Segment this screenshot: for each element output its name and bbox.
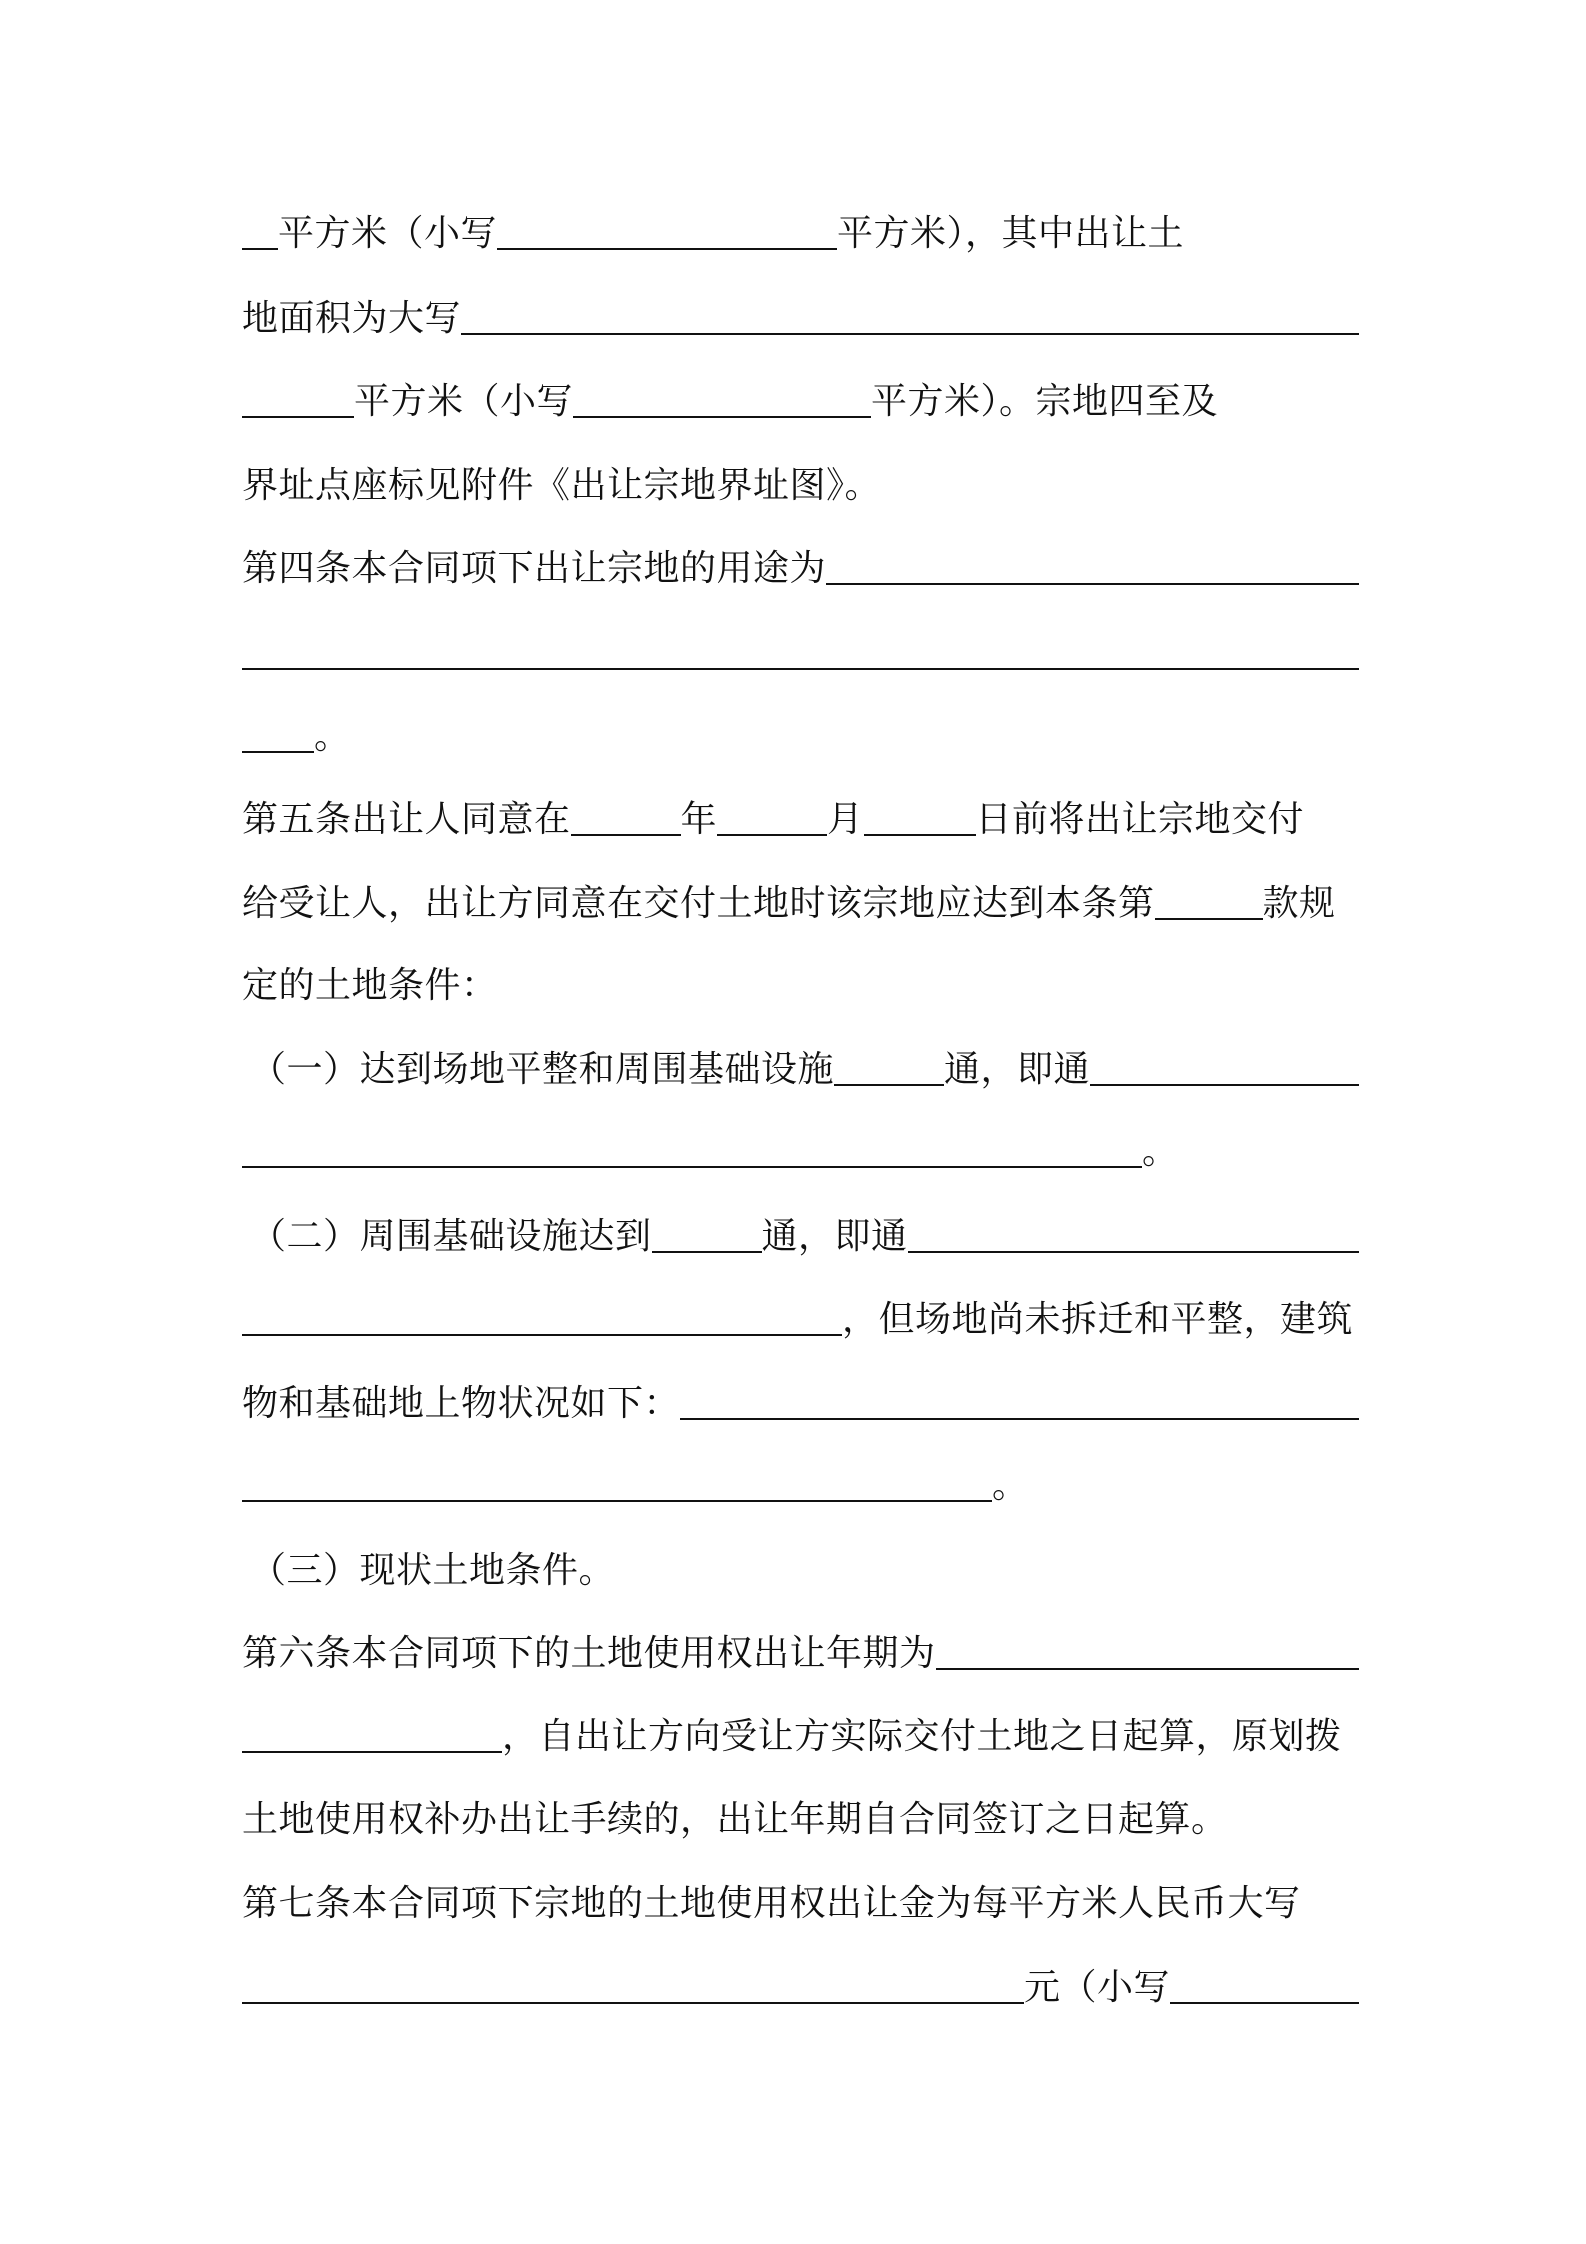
text-line-5 [242,535,1359,591]
text-line-13 [250,1203,1359,1259]
blank-field [573,416,871,418]
text-line-12 [242,1118,1359,1174]
line-text: 第五条出让人同意在 [242,799,571,840]
text-line-2 [242,285,1359,341]
blank-field [908,1251,1359,1253]
blank-field [242,1334,842,1336]
blank-field [242,248,278,250]
blank-field [242,1751,502,1753]
line-text: （一）达到场地平整和周围基础设施 [250,1049,835,1090]
text-line-22 [242,1954,1359,2010]
line-text: 月 [827,799,864,840]
line-text: 年 [680,799,718,840]
line-text: 土地使用权补办出让手续的，出让年期自合同签订之日起算。 [242,1799,1228,1840]
text-line-14 [242,1286,1359,1342]
text-line-18 [242,1620,1359,1676]
text-line-21 [242,1870,1359,1926]
line-text: 元（小写 [1024,1967,1171,2008]
blank-field [242,751,314,753]
blank-field [242,668,1359,670]
blank-field [242,2002,1024,2004]
text-line-16 [242,1452,1359,1508]
line-text: 。 [314,716,351,757]
blank-field [242,1166,1142,1168]
text-line-19 [242,1703,1359,1759]
line-text: 日前将出让宗地交付 [975,799,1305,840]
line-text: 第四条本合同项下出让宗地的用途为 [242,548,827,589]
line-text: （二）周围基础设施达到 [250,1216,652,1257]
line-text: 。 [1142,1131,1179,1172]
text-line-11 [250,1036,1359,1092]
blank-field [242,416,354,418]
line-text: 款规 [1262,883,1336,924]
text-line-3 [242,368,1359,424]
blank-field [826,583,1359,585]
line-text: 平方米（小写 [354,381,574,422]
line-text: 地面积为大写 [242,298,462,339]
line-text: 平方米（小写 [278,213,498,254]
line-text: 。 [992,1465,1029,1506]
line-text: 平方米），其中出让土 [837,213,1185,254]
line-text: 通，即通 [944,1049,1091,1090]
blank-field [497,248,837,250]
blank-field [242,1500,992,1502]
line-text: 给受让人，出让方同意在交付土地时该宗地应达到本条第 [242,883,1155,924]
line-text: ，但场地尚未拆迁和平整，建筑 [842,1299,1354,1340]
line-text: 第七条本合同项下宗地的土地使用权出让金为每平方米人民币大写 [242,1883,1301,1924]
blank-field [936,1668,1359,1670]
blank-field [1170,2002,1359,2004]
text-line-4 [242,452,1359,508]
text-line-7 [242,703,1359,759]
text-line-17 [250,1537,1359,1593]
line-text: 第六条本合同项下的土地使用权出让年期为 [242,1633,936,1674]
text-line-6 [242,620,1359,676]
blank-field [1155,918,1263,920]
text-line-8 [242,786,1359,842]
blank-field [461,333,1359,335]
blank-field [1090,1084,1359,1086]
line-text: 通，即通 [761,1216,908,1257]
text-line-9 [242,870,1359,926]
blank-field [571,834,681,836]
line-text: （三）现状土地条件。 [250,1550,616,1591]
blank-field [864,834,976,836]
text-line-20 [242,1786,1359,1842]
line-text: ，自出让方向受让方实际交付土地之日起算，原划拨 [502,1716,1342,1757]
text-line-1 [242,200,1359,256]
blank-field [717,834,827,836]
blank-field [652,1251,762,1253]
line-text: 物和基础地上物状况如下： [242,1383,681,1424]
line-text: 定的土地条件： [242,965,498,1006]
line-text: 平方米）。宗地四至及 [871,381,1219,422]
text-line-10 [242,952,1359,1008]
blank-field [680,1418,1359,1420]
line-text: 界址点座标见附件《出让宗地界址图》。 [242,465,882,506]
blank-field [834,1084,944,1086]
text-line-15 [242,1370,1359,1426]
